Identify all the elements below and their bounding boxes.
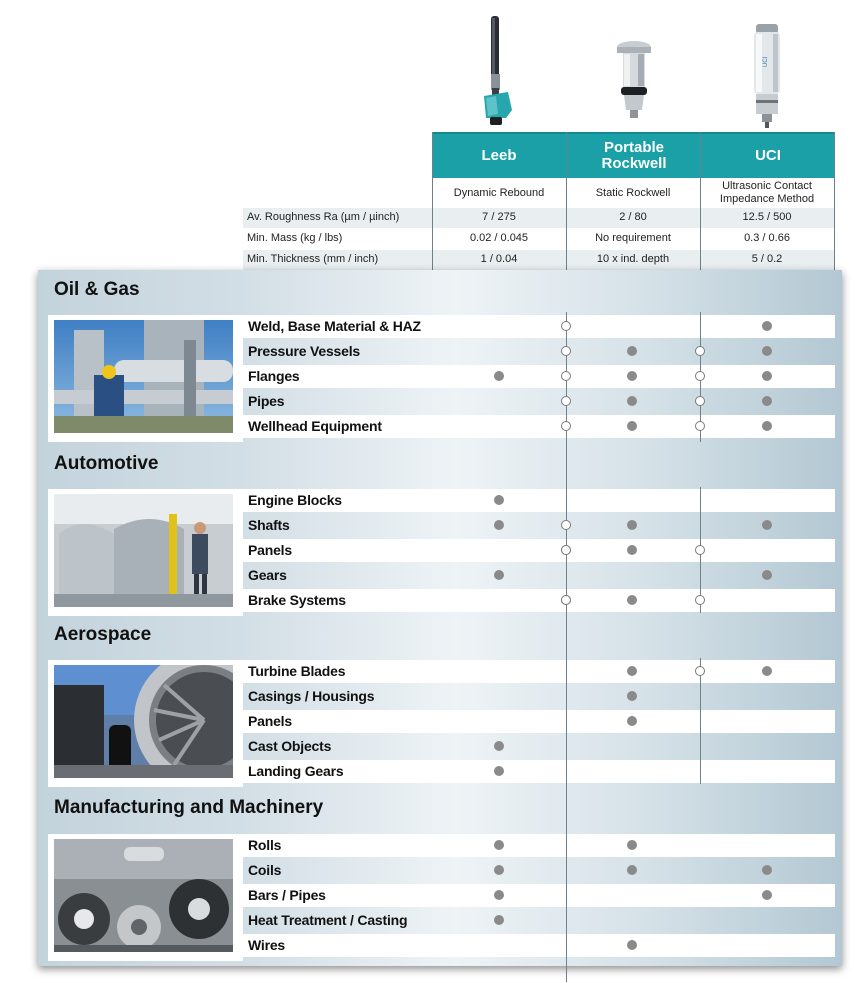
- suitability-dot-rockwell: [627, 691, 637, 701]
- suitability-dot-rockwell: [627, 545, 637, 555]
- table-row: [243, 735, 835, 758]
- application-label: Rolls: [248, 837, 282, 853]
- column-header-leeb: [432, 132, 566, 178]
- suitability-dot-leeb: [494, 840, 504, 850]
- boundary-ring: [561, 545, 571, 555]
- application-label: Shafts: [248, 517, 290, 533]
- spec-value: 5 / 0.2: [751, 253, 783, 265]
- column-divider: [566, 312, 567, 982]
- suitability-dot-rockwell: [627, 666, 637, 676]
- application-label: Pressure Vessels: [248, 343, 361, 359]
- jet-engine-photo: [54, 665, 233, 778]
- boundary-ring: [561, 595, 571, 605]
- spec-value: 12.5 / 500: [742, 211, 792, 223]
- application-label: Brake Systems: [248, 592, 346, 608]
- boundary-ring: [695, 371, 705, 381]
- application-label: Heat Treatment / Casting: [248, 912, 408, 928]
- suitability-dot-rockwell: [627, 595, 637, 605]
- boundary-ring: [561, 371, 571, 381]
- suitability-dot-uci: [762, 321, 772, 331]
- application-label: Engine Blocks: [248, 492, 342, 508]
- column-header-uci: [700, 132, 835, 178]
- suitability-dot-leeb: [494, 570, 504, 580]
- table-row: [243, 934, 835, 957]
- car-factory-photo: [54, 494, 233, 607]
- boundary-ring: [561, 520, 571, 530]
- boundary-ring: [695, 396, 705, 406]
- boundary-ring: [695, 421, 705, 431]
- suitability-dot-leeb: [494, 371, 504, 381]
- application-label: Turbine Blades: [248, 663, 346, 679]
- boundary-ring: [561, 321, 571, 331]
- rockwell-probe-icon: [612, 40, 656, 122]
- suitability-dot-leeb: [494, 890, 504, 900]
- table-row: [243, 489, 835, 512]
- column-divider: [834, 132, 835, 270]
- table-row: [243, 710, 835, 733]
- suitability-dot-uci: [762, 865, 772, 875]
- column-divider: [566, 132, 567, 270]
- table-row: [243, 365, 835, 388]
- boundary-ring: [695, 346, 705, 356]
- section-title: Aerospace: [54, 624, 152, 645]
- spec-label: Av. Roughness Ra (µm / µinch): [247, 211, 400, 223]
- table-row: [243, 564, 835, 587]
- boundary-ring: [695, 595, 705, 605]
- spec-value: 0.02 / 0.045: [469, 232, 529, 244]
- suitability-dot-uci: [762, 666, 772, 676]
- suitability-dot-uci: [762, 570, 772, 580]
- table-row: [243, 909, 835, 932]
- application-label: Panels: [248, 713, 292, 729]
- table-row: [243, 390, 835, 413]
- suitability-dot-leeb: [494, 766, 504, 776]
- table-row: [243, 834, 835, 857]
- suitability-dot-rockwell: [627, 371, 637, 381]
- spec-row: [243, 208, 835, 228]
- section-title: Automotive: [54, 453, 159, 474]
- application-label: Pipes: [248, 393, 285, 409]
- application-label: Wires: [248, 937, 286, 953]
- refinery-photo: [54, 320, 233, 433]
- table-row: [243, 660, 835, 683]
- spec-value: 7 / 275: [482, 211, 516, 223]
- svg-text:UCI: UCI: [763, 56, 769, 67]
- suitability-dot-uci: [762, 346, 772, 356]
- boundary-ring: [561, 421, 571, 431]
- suitability-dot-rockwell: [627, 716, 637, 726]
- suitability-dot-uci: [762, 396, 772, 406]
- suitability-dot-uci: [762, 890, 772, 900]
- application-label: Cast Objects: [248, 738, 332, 754]
- table-row: [243, 589, 835, 612]
- boundary-ring: [561, 346, 571, 356]
- application-label: Gears: [248, 567, 287, 583]
- suitability-dot-rockwell: [627, 865, 637, 875]
- suitability-dot-rockwell: [627, 346, 637, 356]
- suitability-dot-uci: [762, 520, 772, 530]
- suitability-dot-leeb: [494, 915, 504, 925]
- spec-label: Min. Thickness (mm / inch): [247, 253, 379, 265]
- method-rockwell: Static Rockwell: [595, 186, 671, 199]
- column-title: Leeb: [481, 147, 517, 164]
- column-title: Portable Rockwell: [601, 139, 667, 172]
- leeb-probe-icon: [478, 14, 518, 129]
- boundary-ring: [561, 396, 571, 406]
- uci-probe-icon: [748, 22, 788, 130]
- spec-value: 1 / 0.04: [480, 253, 518, 265]
- application-label: Landing Gears: [248, 763, 344, 779]
- column-divider: [700, 658, 701, 784]
- table-row: [243, 859, 835, 882]
- application-label: Panels: [248, 542, 292, 558]
- suitability-dot-uci: [762, 421, 772, 431]
- table-row: [243, 685, 835, 708]
- suitability-dot-uci: [762, 371, 772, 381]
- application-label: Wellhead Equipment: [248, 418, 382, 434]
- section-title: Manufacturing and Machinery: [54, 797, 324, 818]
- spec-value: 10 x ind. depth: [596, 253, 670, 265]
- steel-coils-photo: [54, 839, 233, 952]
- table-row: [243, 340, 835, 363]
- table-row: [243, 539, 835, 562]
- spec-label: Min. Mass (kg / lbs): [247, 232, 343, 244]
- suitability-dot-rockwell: [627, 940, 637, 950]
- table-row: [243, 415, 835, 438]
- method-leeb: Dynamic Rebound: [453, 186, 545, 199]
- column-header-rockwell: [566, 132, 701, 178]
- suitability-dot-leeb: [494, 865, 504, 875]
- suitability-dot-rockwell: [627, 421, 637, 431]
- suitability-dot-leeb: [494, 495, 504, 505]
- method-uci: Ultrasonic Contact Impedance Method: [719, 180, 815, 205]
- column-divider: [432, 132, 433, 270]
- application-label: Flanges: [248, 368, 300, 384]
- table-row: [243, 315, 835, 338]
- application-label: Bars / Pipes: [248, 887, 326, 903]
- section-title: Oil & Gas: [54, 279, 140, 300]
- spec-row: [243, 229, 835, 249]
- spec-value: 0.3 / 0.66: [744, 232, 790, 244]
- boundary-ring: [695, 545, 705, 555]
- application-label: Casings / Housings: [248, 688, 375, 704]
- application-label: Coils: [248, 862, 282, 878]
- suitability-dot-rockwell: [627, 520, 637, 530]
- table-row: [243, 760, 835, 783]
- spec-value: 2 / 80: [619, 211, 647, 223]
- column-title: UCI: [755, 147, 781, 164]
- suitability-dot-rockwell: [627, 840, 637, 850]
- spec-row: [243, 250, 835, 270]
- boundary-ring: [695, 666, 705, 676]
- column-divider: [700, 132, 701, 270]
- table-row: [243, 514, 835, 537]
- suitability-dot-rockwell: [627, 396, 637, 406]
- table-row: [243, 884, 835, 907]
- spec-value: No requirement: [595, 232, 671, 244]
- suitability-dot-leeb: [494, 741, 504, 751]
- application-label: Weld, Base Material & HAZ: [248, 318, 421, 334]
- suitability-dot-leeb: [494, 520, 504, 530]
